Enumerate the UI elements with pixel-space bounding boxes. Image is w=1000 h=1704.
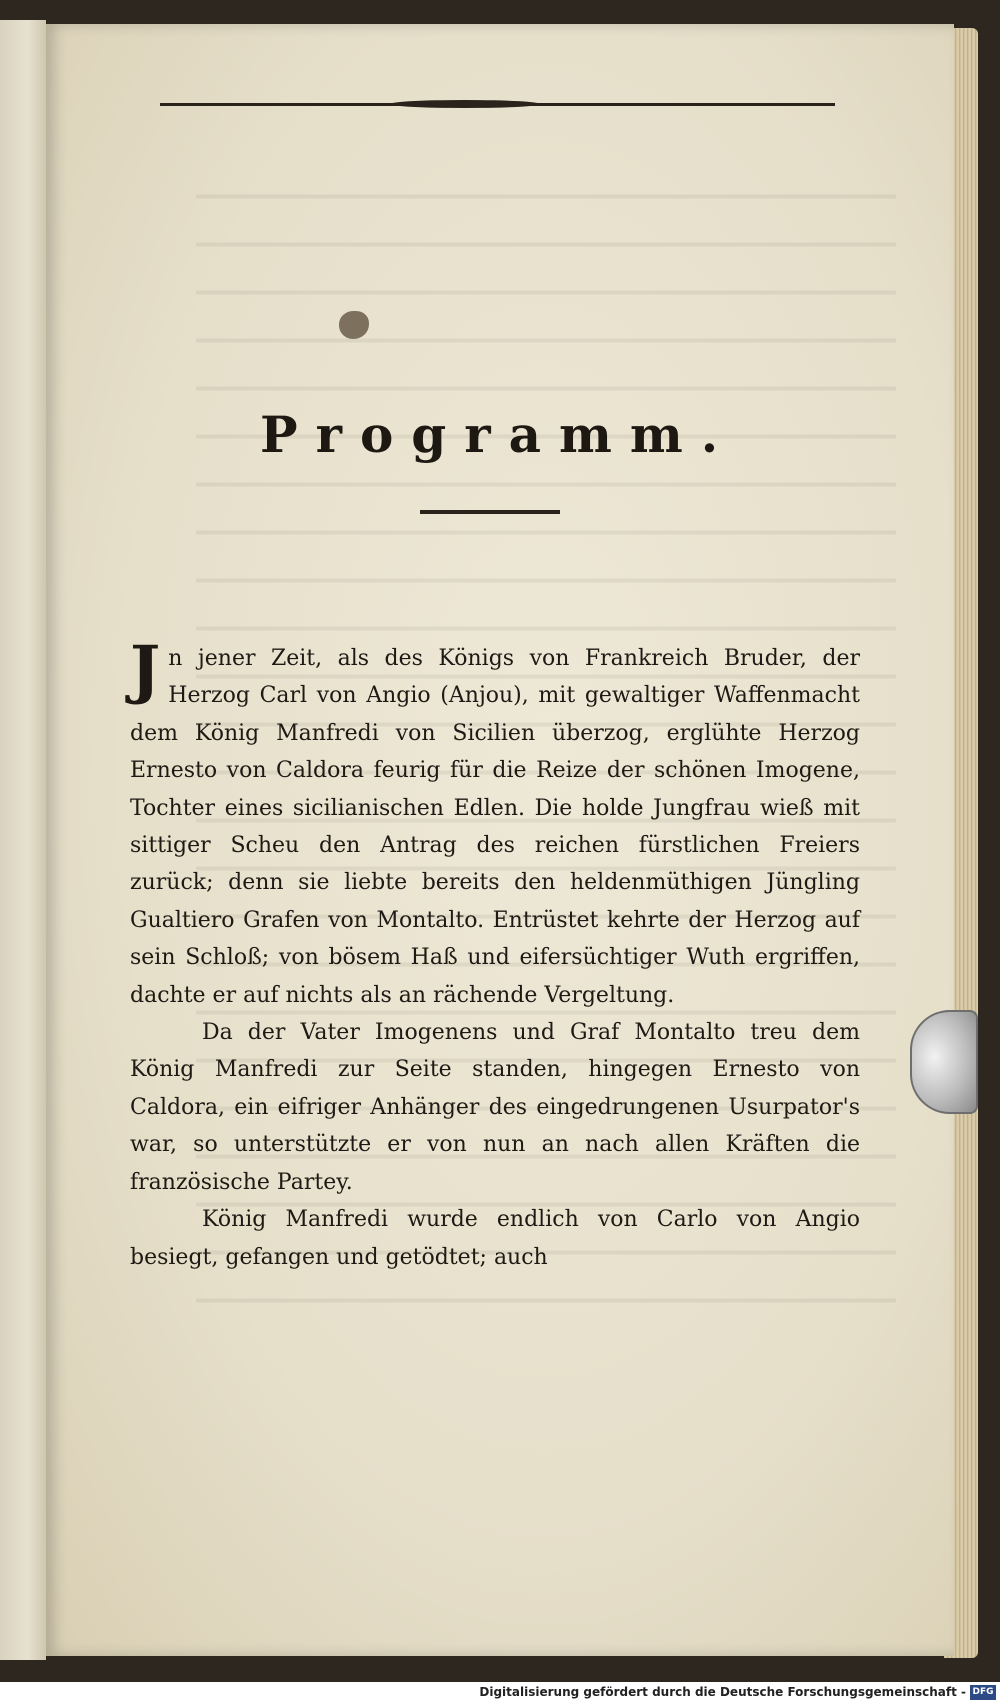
left-page-edge — [0, 20, 46, 1660]
drop-cap: J — [130, 632, 161, 707]
dfg-logo: DFG — [970, 1685, 996, 1700]
paragraph-1-text: n jener Zeit, als des Königs von Frankreich Bruder, der Herzog Carl von Angio (Anjou), mit gewaltiger Waffenmacht dem König Manfredi von Sicilien überzog, erglühte Herzog Ernesto von Caldora feurig für die Reize der schönen Imogene, Tochter eines sicilianischen Edlen. Die holde Jungfrau wieß mit sittiger Scheu den Antrag des reichen fürstlichen Freiers zurück; denn sie liebte bereits den heldenmüthigen Jüngling Gualtiero Grafen von Montalto. Entrüstet kehrte der Herzog auf sein Schloß; von bösem Haß und eifersüchtiger Wuth ergriffen, dachte er auf nichts als an rächende Vergeltung. — [130, 646, 860, 1008]
paragraph-2: Da der Vater Imogenens und Graf Montalto treu dem König Manfredi zur Seite standen, hingegen Ernesto von Caldora, ein eifriger Anhänger des eingedrungenen Usurpator's war, so unterstützte er von nun an nach allen Kräften die französische Partey. — [130, 1020, 860, 1195]
page-title: Programm. — [260, 405, 737, 464]
paragraph-1 — [130, 632, 860, 1014]
paragraph-3: König Manfredi wurde endlich von Carlo von Angio besiegt, gefangen und getödtet; auch — [130, 1207, 860, 1270]
page-clip — [910, 1010, 978, 1114]
body-text — [130, 632, 860, 1276]
footer-bar — [0, 1682, 1000, 1704]
title-rule — [420, 510, 560, 514]
top-ornamental-rule — [160, 103, 835, 106]
funding-credit: Digitalisierung gefördert durch die Deutsche Forschungsgemeinschaft - — [479, 1685, 966, 1699]
